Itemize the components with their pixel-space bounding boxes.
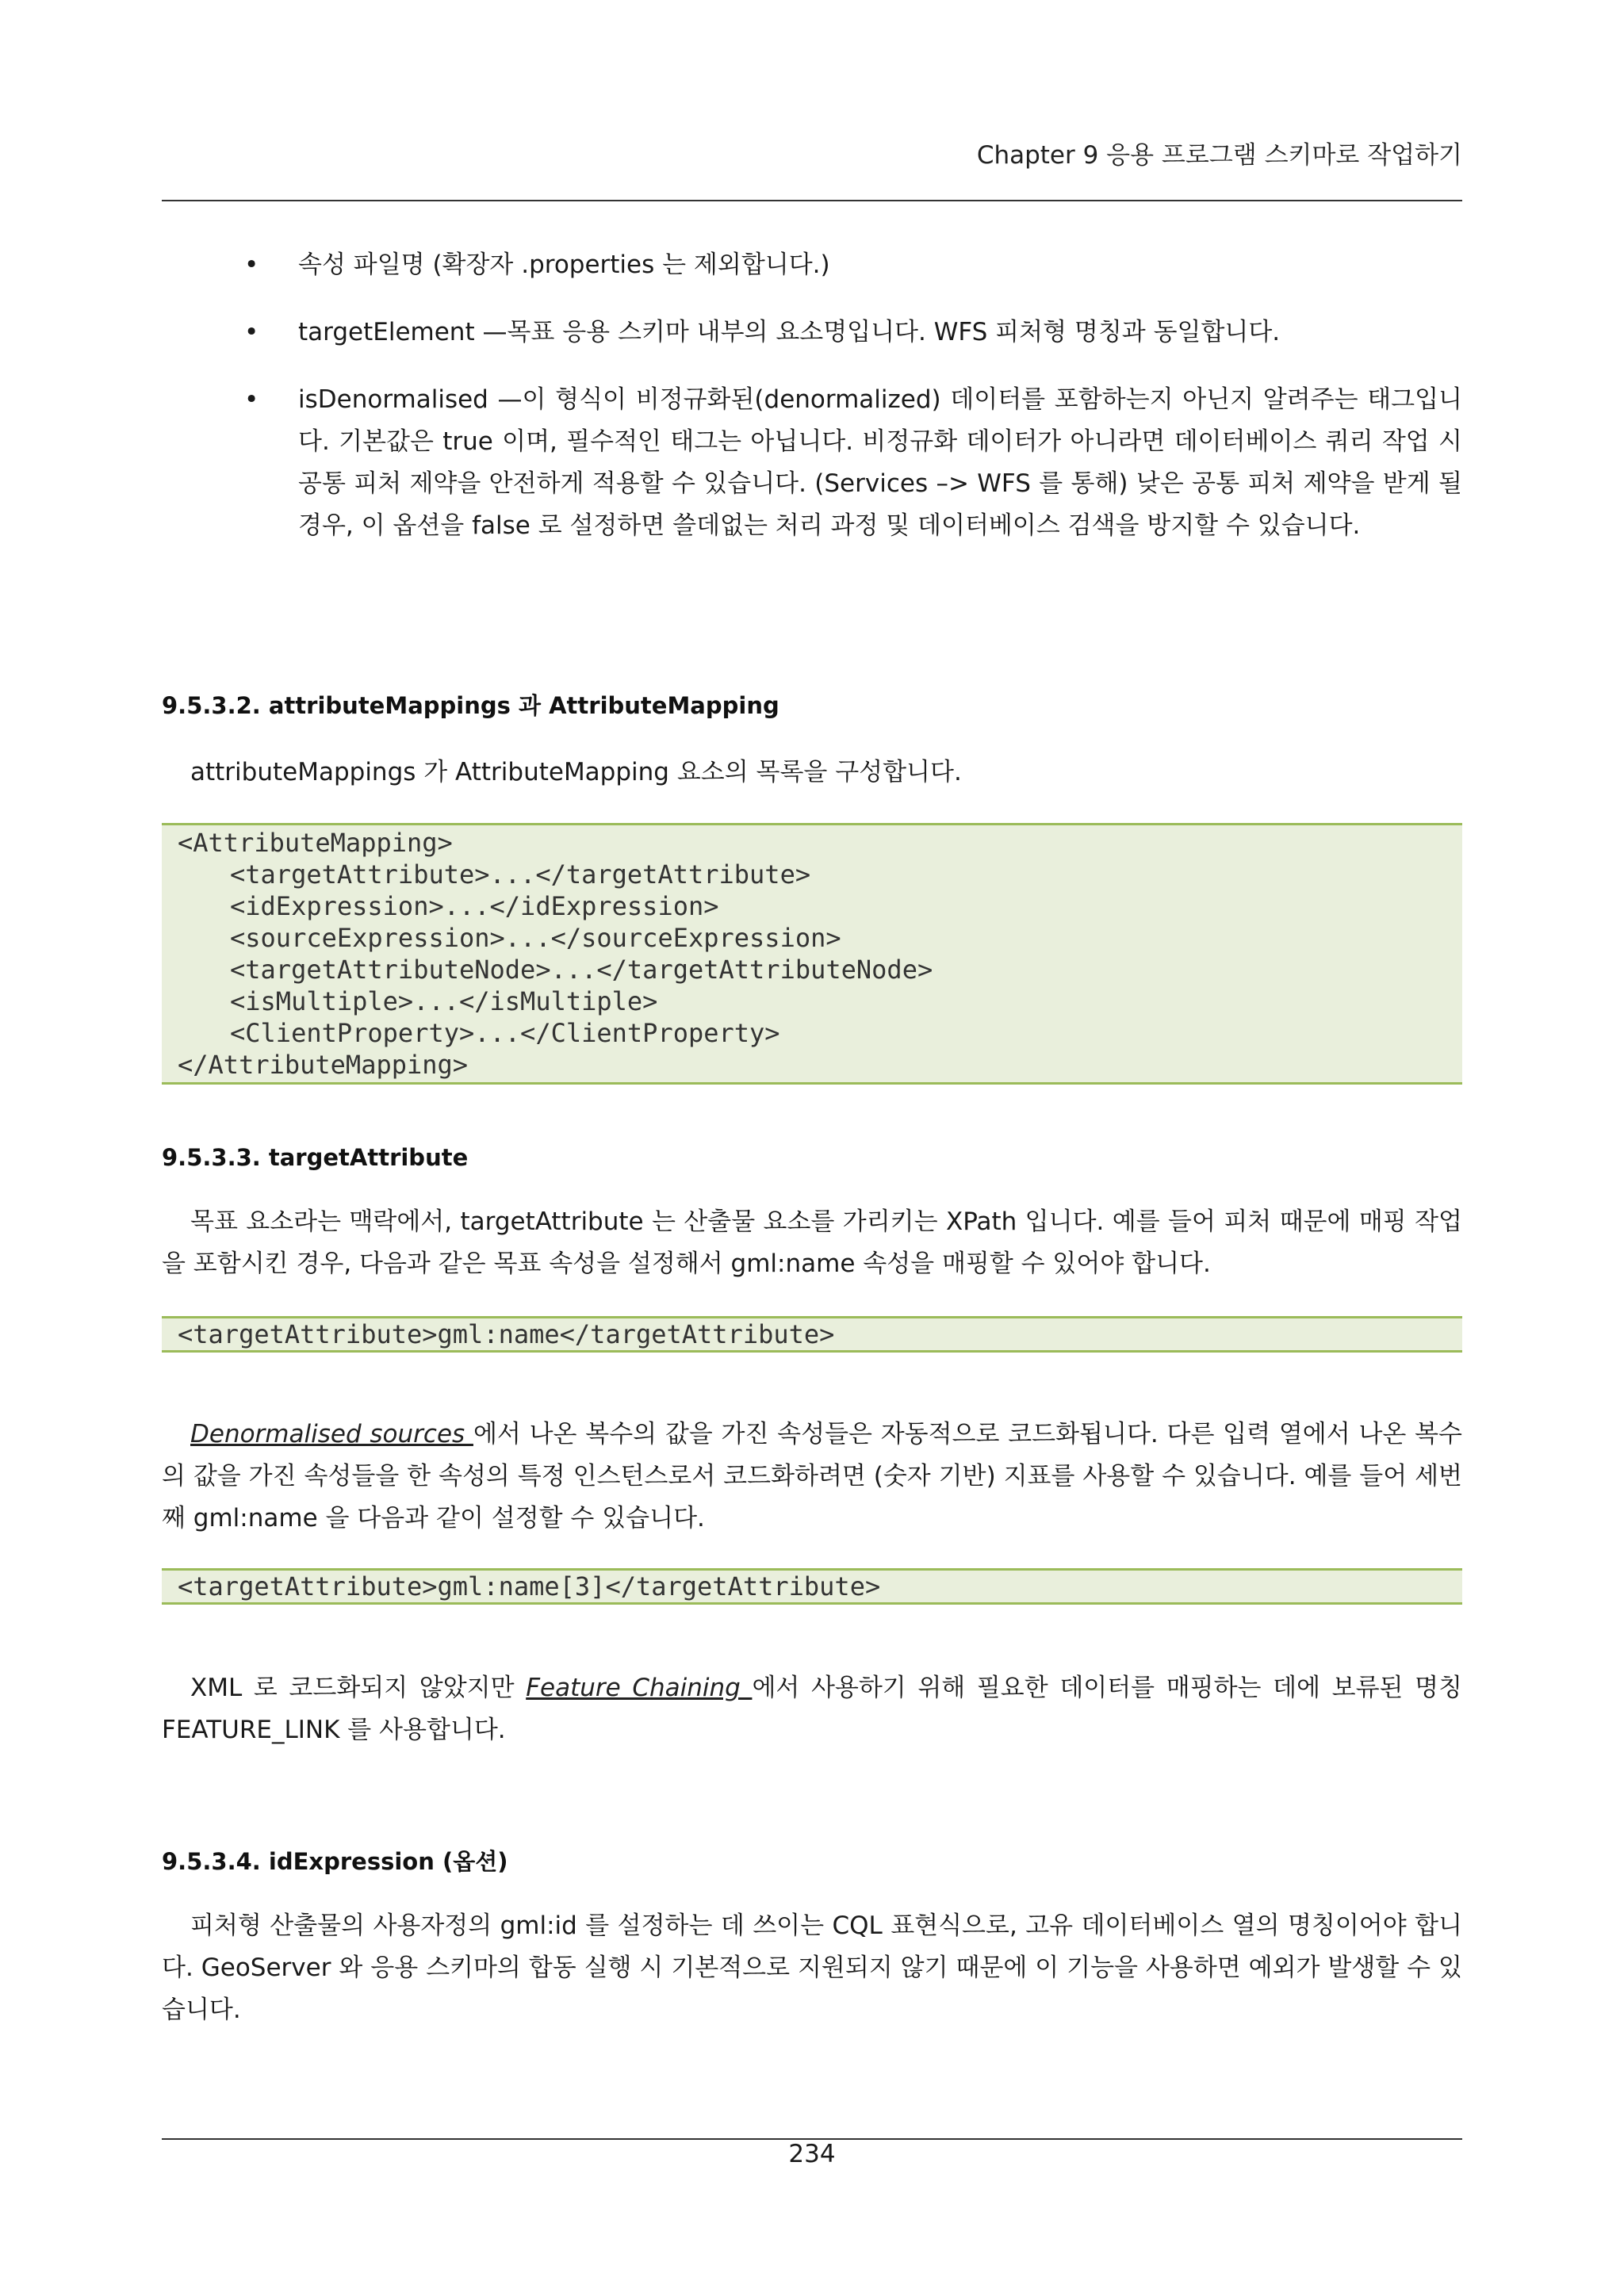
para-text: 피처형 산출물의 사용자정의 gml:id 를 설정하는 데 쓰이는 CQL 표현식으로, 고유 데이터베이스 열의 명칭이어야 합니다. GeoServer 와 응용 스키마의 합동 실행 시 기본적으로 지원되지 않기 때문에 이 기능을 사용하면 예외가 발생할 수 있습니다. bbox=[162, 1911, 1462, 2024]
bullet-item bbox=[162, 379, 1462, 547]
target-attribute-code-1 bbox=[162, 1316, 1462, 1353]
attribute-mapping-code-block bbox=[162, 823, 1462, 1085]
section-heading-9532: 9.5.3.2. attributeMappings 과 AttributeMapping bbox=[162, 692, 779, 719]
code-line: <AttributeMapping> bbox=[178, 828, 453, 858]
bullet-item bbox=[162, 312, 1462, 354]
para-text: 목표 요소라는 맥락에서, targetAttribute 는 산출물 요소를 가리키는 XPath 입니다. 예를 들어 피처 때문에 매핑 작업을 포함시킨 경우, 다음과 같은 목표 속성을 설정해서 gml:name 속성을 매핑할 수 있어야 합니다. bbox=[162, 1207, 1462, 1278]
feature-chaining-link[interactable]: Feature Chaining bbox=[526, 1674, 753, 1702]
code-line: </AttributeMapping> bbox=[178, 1050, 469, 1080]
page-header bbox=[162, 130, 1462, 201]
section-9534-para bbox=[162, 1905, 1462, 2031]
bullet-icon: • bbox=[244, 318, 259, 346]
para-text: 에서 나온 복수의 값을 가진 속성들은 자동적으로 코드화됩니다. 다른 입력 열에서 나온 복수의 값을 가진 속성들을 한 속성의 특정 인스턴스로서 코드화하려면 (숫자 기반) 지표를 사용할 수 있습니다. 예를 들어 세번째 gml:name 을 다음과 같이 설정할 수 있습니다. bbox=[162, 1420, 1462, 1533]
section-heading-9533: 9.5.3.3. targetAttribute bbox=[162, 1144, 469, 1171]
code-line: <targetAttribute>...</targetAttribute> bbox=[230, 859, 811, 890]
bullet-list bbox=[162, 244, 1462, 572]
bullet-item bbox=[162, 244, 1462, 286]
target-attribute-code-2 bbox=[162, 1568, 1462, 1605]
bullet-icon: • bbox=[244, 385, 259, 414]
bullet-text: isDenormalised —이 형식이 비정규화된(denormalized) 데이터를 포함하는지 아닌지 알려주는 태그입니다. 기본값은 true 이며, 필수적인 태그는 아닙니다. 비정규화 데이터가 아니라면 데이터베이스 쿼리 작업 시 공통 피처 제약을 안전하게 적용할 수 있습니다. (Services –> WFS 를 통해) 낮은 공통 피처 제약을 받게 될 경우, 이 옵션을 false 로 설정하면 쓸데없는 처리 과정 및 데이터베이스 검색을 방지할 수 있습니다. bbox=[298, 385, 1462, 540]
intro-text: attributeMappings 가 AttributeMapping 요소의 목록을 구성합니다. bbox=[190, 758, 962, 786]
section-9533-para3 bbox=[162, 1667, 1462, 1751]
para-text: XML 로 코드화되지 않았지만 bbox=[190, 1674, 527, 1702]
bullet-icon: • bbox=[244, 251, 259, 279]
section-9533-para2 bbox=[162, 1414, 1462, 1540]
code-line: <targetAttribute>gml:name</targetAttribute> bbox=[178, 1319, 835, 1349]
section-heading-9534: 9.5.3.4. idExpression (옵션) bbox=[162, 1848, 508, 1875]
code-line: <sourceExpression>...</sourceExpression> bbox=[230, 923, 841, 953]
section-9532-intro bbox=[162, 752, 1462, 794]
para-text: 에서 사용하기 위해 필요한 데이터를 매핑하는 데에 보류된 명칭 FEATURE_LINK 를 사용합니다. bbox=[162, 1674, 1462, 1744]
code-line: <ClientProperty>...</ClientProperty> bbox=[230, 1018, 780, 1048]
code-line: <isMultiple>...</isMultiple> bbox=[230, 986, 658, 1016]
page-number: 234 bbox=[788, 2140, 836, 2168]
denormalised-sources-link[interactable]: Denormalised sources bbox=[190, 1420, 473, 1448]
chapter-title: Chapter 9 응용 프로그램 스키마로 작업하기 bbox=[976, 141, 1462, 170]
code-line: <targetAttribute>gml:name[3]</targetAttribute> bbox=[178, 1571, 881, 1601]
section-9533-para1 bbox=[162, 1201, 1462, 1285]
code-line: <targetAttributeNode>...</targetAttributeNode> bbox=[230, 955, 933, 985]
bullet-text: targetElement —목표 응용 스키마 내부의 요소명입니다. WFS 피처형 명칭과 동일합니다. bbox=[298, 318, 1281, 346]
code-line: <idExpression>...</idExpression> bbox=[230, 891, 719, 921]
bullet-text: 속성 파일명 (확장자 .properties 는 제외합니다.) bbox=[298, 251, 830, 279]
